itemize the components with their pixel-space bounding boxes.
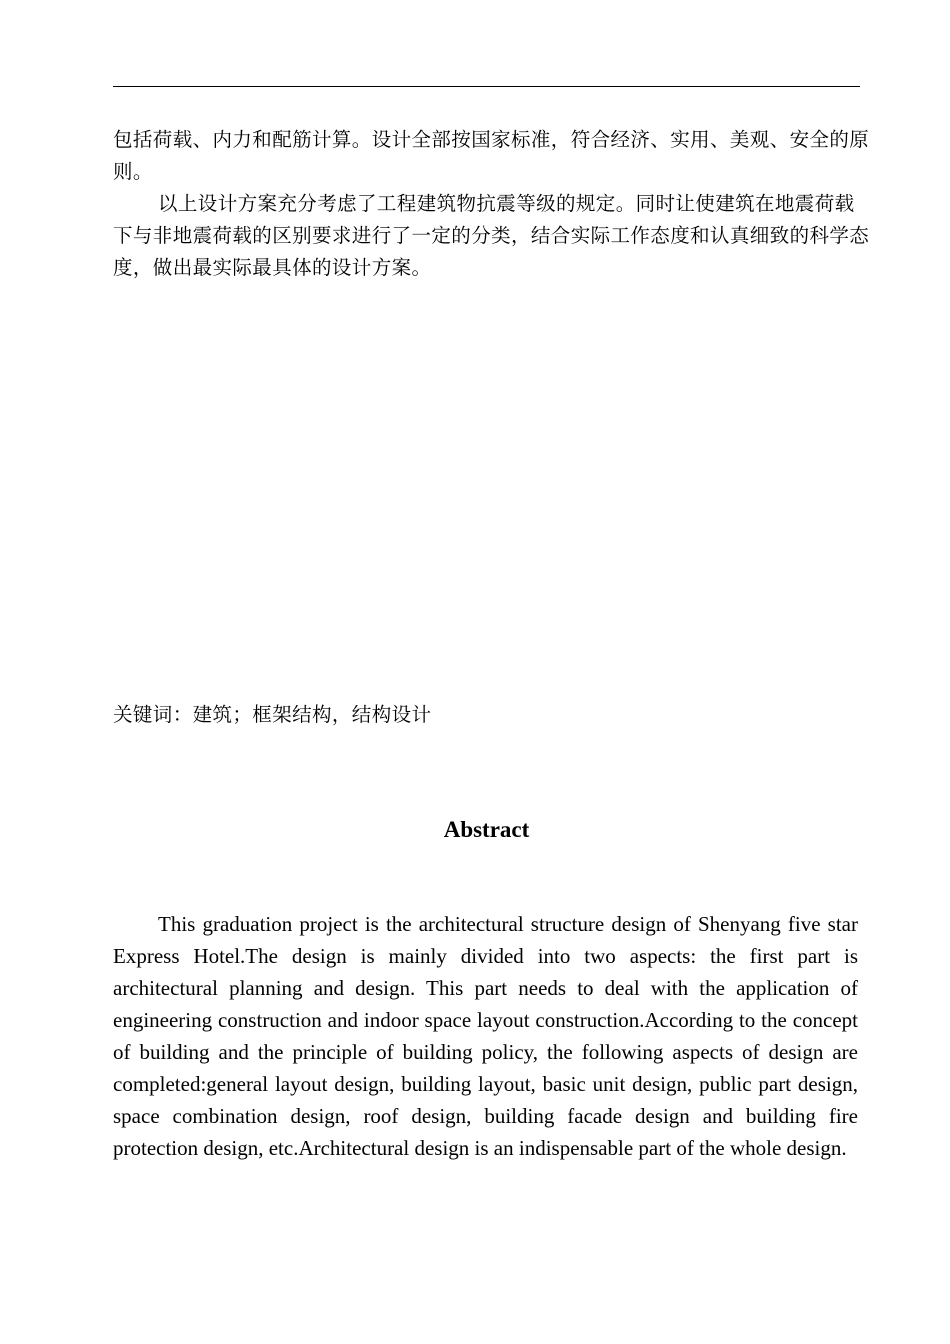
header-rule <box>113 86 860 87</box>
keywords-label: 关键词： <box>113 703 193 726</box>
keywords-text: 建筑；框架结构，结构设计 <box>192 703 432 726</box>
keywords-line <box>113 699 860 731</box>
abstract-body: This graduation project is the architectural structure design of Shenyang five star Express Hotel.The design is mainly divided into two aspects: the first part is architectural planning and design. This part needs to deal with the application of engineering construction and indoor space layout construction.According to the concept of building and the principle of building policy, the following aspects of design are completed:general layout design, building layout, basic unit design, public part design, space combination design, roof design, building facade design and building fire protection design, etc.Architectural design is an indispensable part of the whole design. <box>113 912 858 1160</box>
chinese-abstract <box>113 124 873 284</box>
chinese-paragraph-1: 包括荷载、内力和配筋计算。设计全部按国家标准，符合经济、实用、美观、安全的原则。 <box>113 128 870 183</box>
chinese-paragraph-2: 以上设计方案充分考虑了工程建筑物抗震等级的规定。同时让使建筑在地震荷载下与非地震荷载的区别要求进行了一定的分类，结合实际工作态度和认真细致的科学态度，做出最实际最具体的设计方案。 <box>113 192 870 279</box>
abstract-heading: Abstract <box>443 817 530 842</box>
